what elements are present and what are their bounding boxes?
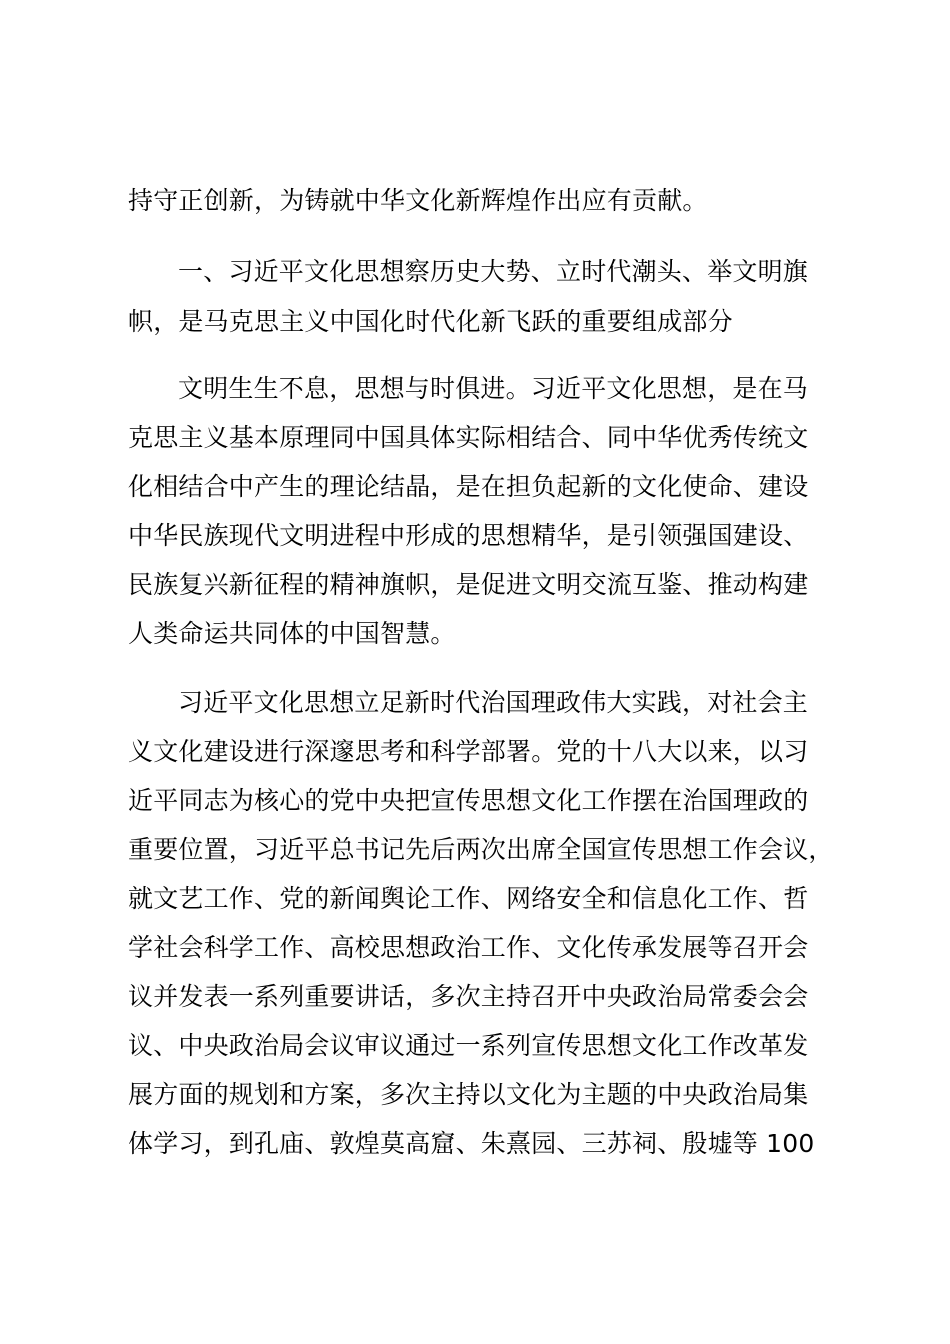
text-line: 文明生生不息，思想与时俱进。习近平文化思想，是在马 (178, 374, 809, 403)
section-heading-line: 一、习近平文化思想察历史大势、立时代潮头、举文明旗 (178, 257, 809, 286)
text-line: 学社会科学工作、高校思想政治工作、文化传承发展等召开会 (128, 933, 809, 962)
text-line: 就文艺工作、党的新闻舆论工作、网络安全和信息化工作、哲 (128, 884, 809, 913)
text-line: 义文化建设进行深邃思考和科学部署。党的十八大以来，以习 (128, 737, 809, 766)
text-line: 展方面的规划和方案，多次主持以文化为主题的中央政治局集 (128, 1080, 809, 1109)
text-line: 体学习，到孔庙、敦煌莫高窟、朱熹园、三苏祠、殷墟等 100 (128, 1129, 815, 1158)
text-line: 中华民族现代文明进程中形成的思想精华，是引领强国建设、 (128, 521, 809, 550)
text-line: 化相结合中产生的理论结晶，是在担负起新的文化使命、建设 (128, 472, 809, 501)
text-line: 习近平文化思想立足新时代治国理政伟大实践，对社会主 (178, 688, 809, 717)
text-line: 人类命运共同体的中国智慧。 (128, 619, 456, 648)
text-line: 民族复兴新征程的精神旗帜，是促进文明交流互鉴、推动构建 (128, 570, 809, 599)
text-line: 议并发表一系列重要讲话，多次主持召开中央政治局常委会会 (128, 982, 809, 1011)
text-line: 重要位置，习近平总书记先后两次出席全国宣传思想工作会议， (128, 835, 834, 864)
text-line: 近平同志为核心的党中央把宣传思想文化工作摆在治国理政的 (128, 786, 809, 815)
text-line: 克思主义基本原理同中国具体实际相结合、同中华优秀传统文 (128, 423, 809, 452)
text-line: 持守正创新，为铸就中华文化新辉煌作出应有贡献。 (128, 186, 708, 215)
section-heading-line: 帜，是马克思主义中国化时代化新飞跃的重要组成部分 (128, 307, 733, 336)
text-line: 议、中央政治局会议审议通过一系列宣传思想文化工作改革发 (128, 1031, 809, 1060)
